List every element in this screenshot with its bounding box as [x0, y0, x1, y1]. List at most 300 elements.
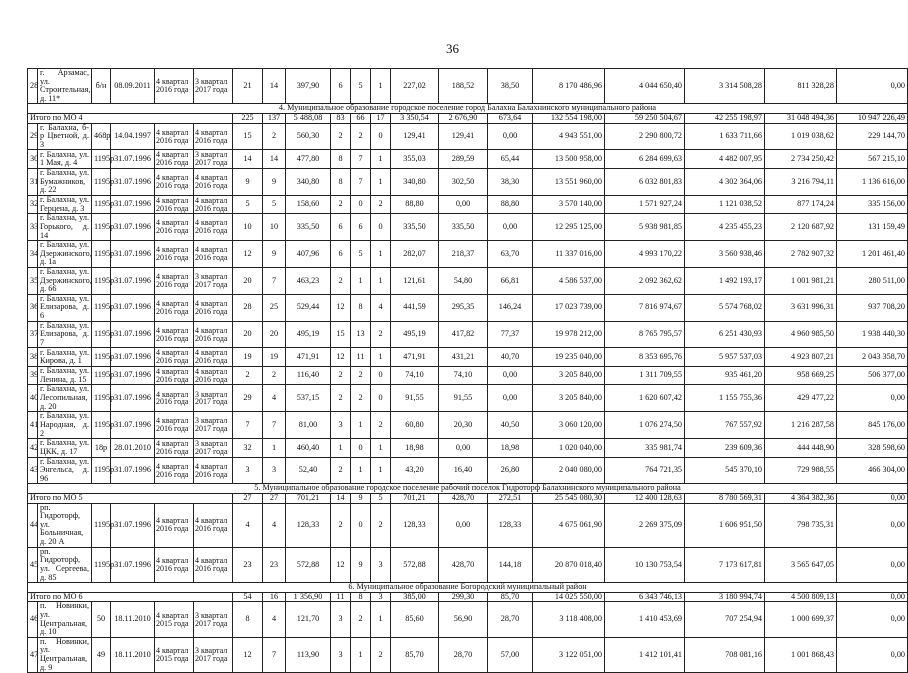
row-value: 8 [351, 294, 371, 321]
subtotal-value: 225 [233, 114, 263, 124]
house-address: г. Балахна, ул. Народная, д. 2 [38, 412, 92, 439]
row-value: 2 [351, 366, 371, 385]
row-value: 1 [351, 412, 371, 439]
row-value: 128,33 [286, 503, 331, 547]
row-value: 2 [331, 267, 351, 294]
row-value: 767 557,92 [685, 412, 765, 439]
row-value: 937 708,20 [837, 294, 908, 321]
document-date: 18.11.2010 [111, 602, 155, 637]
row-value: 11 [351, 348, 371, 367]
subtotal-value: 5 [371, 494, 391, 504]
row-value: 764 721,35 [605, 457, 685, 484]
house-address: г. Балахна, ул. 1 Мая, д. 4 [38, 150, 92, 169]
row-value: 1 [331, 439, 351, 458]
planned-end-quarter: 3 квартал 2017 года [194, 267, 233, 294]
row-value: 52,40 [286, 457, 331, 484]
planned-start-quarter: 4 квартал 2016 года [155, 123, 194, 150]
row-value: 12 [331, 348, 351, 367]
subtotal-value: 299,30 [439, 592, 488, 602]
row-value: 14 [233, 150, 263, 169]
planned-start-quarter: 4 квартал 2016 года [155, 168, 194, 195]
row-value: 431,21 [439, 348, 488, 367]
row-value: 1 201 461,40 [837, 241, 908, 268]
row-number: 46 [28, 602, 38, 637]
row-value: 0 [371, 385, 391, 412]
row-value: 335,50 [439, 214, 488, 241]
row-value: 8 [331, 150, 351, 169]
subtotal-label: Итого по МО 4 [28, 114, 233, 124]
subtotal-value: 0,00 [837, 592, 908, 602]
subtotal-value: 3 [371, 592, 391, 602]
row-value: 9 [351, 547, 371, 582]
subtotal-value: 12 400 128,63 [605, 494, 685, 504]
row-value: 91,55 [439, 385, 488, 412]
row-number: 47 [28, 637, 38, 672]
row-value: 1 633 711,66 [685, 123, 765, 150]
document-date: 31.07.1996 [111, 366, 155, 385]
row-value: 5 957 537,03 [685, 348, 765, 367]
row-value: 572,88 [286, 547, 331, 582]
house-address: г. Балахна, ул. Горького, д. 14 [38, 214, 92, 241]
row-value: 0,00 [837, 503, 908, 547]
subtotal-value: 6 343 746,13 [605, 592, 685, 602]
planned-start-quarter: 4 квартал 2015 года [155, 602, 194, 637]
row-value: 428,70 [439, 547, 488, 582]
row-value: 1 571 927,24 [605, 195, 685, 214]
document-date: 18.11.2010 [111, 637, 155, 672]
row-value: 17 023 739,00 [533, 294, 605, 321]
subtotal-value: 54 [233, 592, 263, 602]
document-date: 31.07.1996 [111, 294, 155, 321]
row-number: 39 [28, 366, 38, 385]
row-value: 537,15 [286, 385, 331, 412]
row-value: 3 205 840,00 [533, 366, 605, 385]
house-address: г. Балахна, ул. Герцена, д. 3 [38, 195, 92, 214]
row-value: 1 492 193,17 [685, 267, 765, 294]
document-date: 31.07.1996 [111, 267, 155, 294]
row-number: 31 [28, 168, 38, 195]
document-date: 31.07.1996 [111, 385, 155, 412]
row-value: 21 [233, 69, 263, 104]
row-value: 1 620 607,42 [605, 385, 685, 412]
subtotal-value: 137 [263, 114, 286, 124]
document-number: б/н [92, 69, 111, 104]
row-value: 2 290 800,72 [605, 123, 685, 150]
row-value: 129,41 [391, 123, 439, 150]
row-value: 3 118 408,00 [533, 602, 605, 637]
row-value: 0,00 [439, 439, 488, 458]
row-value: 935 461,20 [685, 366, 765, 385]
row-value: 466 304,00 [837, 457, 908, 484]
row-value: 6 [351, 214, 371, 241]
row-value: 7 [233, 412, 263, 439]
document-number: 1195р [92, 457, 111, 484]
document-date: 31.07.1996 [111, 168, 155, 195]
row-value: 335 981,74 [605, 439, 685, 458]
row-value: 7 [351, 168, 371, 195]
subtotal-value: 1 356,90 [286, 592, 331, 602]
row-value: 0 [371, 214, 391, 241]
document-number: 1195р [92, 547, 111, 582]
row-value: 40,70 [488, 348, 533, 367]
row-value: 29 [233, 385, 263, 412]
row-value: 3 314 508,28 [685, 69, 765, 104]
row-value: 4 302 364,06 [685, 168, 765, 195]
document-date: 31.07.1996 [111, 503, 155, 547]
subtotal-value: 385,00 [391, 592, 439, 602]
row-value: 0 [351, 503, 371, 547]
row-value: 0 [351, 195, 371, 214]
row-value: 3 631 996,31 [765, 294, 837, 321]
row-value: 289,59 [439, 150, 488, 169]
table-row [28, 214, 908, 241]
row-value: 16,40 [439, 457, 488, 484]
planned-end-quarter: 3 квартал 2017 года [194, 412, 233, 439]
row-value: 5 [233, 195, 263, 214]
row-value: 218,37 [439, 241, 488, 268]
row-value: 85,60 [391, 602, 439, 637]
section-title: 4. Муниципальное образование городское поселение город Балахна Балахнинского муниципального района [28, 104, 908, 114]
row-value: 43,20 [391, 457, 439, 484]
planned-end-quarter: 4 квартал 2016 года [194, 195, 233, 214]
row-value: 10 [263, 214, 286, 241]
row-value: 545 370,10 [685, 457, 765, 484]
subtotal-row [28, 494, 908, 504]
row-value: 4 675 061,90 [533, 503, 605, 547]
row-value: 18,98 [488, 439, 533, 458]
row-value: 0 [371, 123, 391, 150]
subtotal-value: 2 676,90 [439, 114, 488, 124]
resettlement-table [27, 68, 908, 673]
planned-start-quarter: 4 квартал 2016 года [155, 503, 194, 547]
document-number: 1195р [92, 412, 111, 439]
row-value: 85,70 [391, 637, 439, 672]
table-row [28, 385, 908, 412]
row-value: 1 216 287,58 [765, 412, 837, 439]
planned-end-quarter: 4 квартал 2016 года [194, 321, 233, 348]
row-value: 463,23 [286, 267, 331, 294]
planned-end-quarter: 3 квартал 2017 года [194, 439, 233, 458]
subtotal-value: 14 [331, 494, 351, 504]
row-value: 335 156,00 [837, 195, 908, 214]
row-value: 0,00 [439, 503, 488, 547]
row-value: 845 176,00 [837, 412, 908, 439]
row-value: 1 [371, 69, 391, 104]
row-value: 0,00 [488, 123, 533, 150]
row-value: 280 511,00 [837, 267, 908, 294]
row-value: 14 [263, 69, 286, 104]
table-row [28, 366, 908, 385]
row-value: 131 159,49 [837, 214, 908, 241]
table-body [28, 69, 908, 673]
subtotal-value: 701,21 [391, 494, 439, 504]
table-row [28, 412, 908, 439]
row-value: 1 [351, 267, 371, 294]
row-value: 2 040 080,00 [533, 457, 605, 484]
house-address: г. Балахна, ул. Елизарова, д. 7 [38, 321, 92, 348]
planned-start-quarter: 4 квартал 2016 года [155, 195, 194, 214]
row-value: 15 [233, 123, 263, 150]
document-number: 1195р [92, 348, 111, 367]
table-row [28, 267, 908, 294]
table-row [28, 123, 908, 150]
row-value: 121,70 [286, 602, 331, 637]
document-date: 31.07.1996 [111, 195, 155, 214]
house-address: г. Балахна, ул. Энгельса, д. 96 [38, 457, 92, 484]
row-value: 1 020 040,00 [533, 439, 605, 458]
row-value: 0,00 [837, 69, 908, 104]
row-value: 811 328,28 [765, 69, 837, 104]
row-value: 477,80 [286, 150, 331, 169]
row-value: 60,80 [391, 412, 439, 439]
row-value: 4 943 551,00 [533, 123, 605, 150]
planned-end-quarter: 4 квартал 2016 года [194, 294, 233, 321]
table-row [28, 69, 908, 104]
document-date: 08.09.2011 [111, 69, 155, 104]
row-value: 441,59 [391, 294, 439, 321]
row-number: 30 [28, 150, 38, 169]
row-number: 40 [28, 385, 38, 412]
row-value: 0,00 [488, 385, 533, 412]
row-value: 1 136 616,00 [837, 168, 908, 195]
row-value: 1 [263, 439, 286, 458]
row-value: 4 482 007,95 [685, 150, 765, 169]
row-value: 65,44 [488, 150, 533, 169]
subtotal-row [28, 592, 908, 602]
row-value: 5 574 768,02 [685, 294, 765, 321]
planned-start-quarter: 4 квартал 2016 года [155, 366, 194, 385]
row-value: 4 235 455,23 [685, 214, 765, 241]
row-value: 146,24 [488, 294, 533, 321]
row-value: 13 500 958,00 [533, 150, 605, 169]
row-value: 2 [351, 602, 371, 637]
house-address: г. Балахна, ул. ЦКК, д. 17 [38, 439, 92, 458]
row-value: 7 816 974,67 [605, 294, 685, 321]
table-row [28, 321, 908, 348]
row-number: 37 [28, 321, 38, 348]
row-value: 3 565 647,05 [765, 547, 837, 582]
row-value: 128,33 [488, 503, 533, 547]
row-value: 0,00 [837, 547, 908, 582]
row-value: 88,80 [391, 195, 439, 214]
row-value: 66,81 [488, 267, 533, 294]
house-address: г. Балахна, ул. Дзержинского, д. 66 [38, 267, 92, 294]
row-value: 5 [263, 195, 286, 214]
row-value: 18,98 [391, 439, 439, 458]
house-address: г. Балахна, б-р Цветной, д. 3 [38, 123, 92, 150]
row-value: 1 000 699,37 [765, 602, 837, 637]
row-value: 0 [351, 439, 371, 458]
row-value: 355,03 [391, 150, 439, 169]
row-value: 335,50 [391, 214, 439, 241]
row-value: 3 570 140,00 [533, 195, 605, 214]
row-value: 2 [371, 412, 391, 439]
row-value: 2 043 358,70 [837, 348, 908, 367]
row-value: 4 960 985,50 [765, 321, 837, 348]
subtotal-value: 4 500 809,13 [765, 592, 837, 602]
document-date: 31.07.1996 [111, 241, 155, 268]
row-value: 2 [263, 123, 286, 150]
row-value: 3 [331, 412, 351, 439]
planned-start-quarter: 4 квартал 2016 года [155, 439, 194, 458]
row-value: 19 235 040,00 [533, 348, 605, 367]
document-date: 28.01.2010 [111, 439, 155, 458]
row-value: 4 [263, 385, 286, 412]
row-value: 9 [263, 168, 286, 195]
row-value: 707 254,94 [685, 602, 765, 637]
row-number: 41 [28, 412, 38, 439]
subtotal-value: 17 [371, 114, 391, 124]
row-value: 28,70 [439, 637, 488, 672]
row-value: 572,88 [391, 547, 439, 582]
row-value: 2 [331, 503, 351, 547]
row-value: 63,70 [488, 241, 533, 268]
row-value: 40,50 [488, 412, 533, 439]
planned-end-quarter: 4 квартал 2016 года [194, 123, 233, 150]
row-value: 2 [331, 195, 351, 214]
row-value: 4 993 170,22 [605, 241, 685, 268]
table-row [28, 547, 908, 582]
row-value: 12 [233, 241, 263, 268]
row-value: 1 001 981,21 [765, 267, 837, 294]
row-value: 958 669,25 [765, 366, 837, 385]
document-date: 31.07.1996 [111, 150, 155, 169]
house-address: г. Балахна, ул. Кирова, д. 1 [38, 348, 92, 367]
row-value: 7 [263, 637, 286, 672]
document-date: 31.07.1996 [111, 412, 155, 439]
row-value: 74,10 [439, 366, 488, 385]
row-value: 23 [233, 547, 263, 582]
row-value: 2 [371, 637, 391, 672]
subtotal-value: 272,51 [488, 494, 533, 504]
row-value: 407,96 [286, 241, 331, 268]
house-address: г. Арзамас, ул. Строительная, д. 11* [38, 69, 92, 104]
document-number: 50 [92, 602, 111, 637]
row-number: 28 [28, 69, 38, 104]
table-row [28, 195, 908, 214]
row-value: 1 [371, 348, 391, 367]
subtotal-value: 701,21 [286, 494, 331, 504]
row-value: 28 [233, 294, 263, 321]
table-row [28, 602, 908, 637]
row-value: 28,70 [488, 602, 533, 637]
row-value: 9 [233, 168, 263, 195]
row-value: 239 609,36 [685, 439, 765, 458]
row-value: 4 [233, 503, 263, 547]
subtotal-value: 0,00 [837, 494, 908, 504]
row-number: 34 [28, 241, 38, 268]
row-value: 2 [331, 385, 351, 412]
subtotal-value: 83 [331, 114, 351, 124]
row-value: 3 560 938,46 [685, 241, 765, 268]
planned-end-quarter: 4 квартал 2016 года [194, 214, 233, 241]
row-value: 1 001 868,43 [765, 637, 837, 672]
section-title: 5. Муниципальное образование городское поселение рабочий поселок Гидроторф Балахнинского муниципального района [28, 484, 908, 494]
planned-start-quarter: 4 квартал 2015 года [155, 637, 194, 672]
row-value: 7 [351, 150, 371, 169]
document-date: 31.07.1996 [111, 321, 155, 348]
row-value: 1 [371, 267, 391, 294]
row-value: 5 938 981,85 [605, 214, 685, 241]
row-value: 506 377,00 [837, 366, 908, 385]
row-value: 229 144,70 [837, 123, 908, 150]
row-value: 4 586 537,00 [533, 267, 605, 294]
house-address: п. Новинки, ул. Центральная, д. 9 [38, 637, 92, 672]
planned-start-quarter: 4 квартал 2016 года [155, 385, 194, 412]
planned-end-quarter: 3 квартал 2017 года [194, 150, 233, 169]
table-row [28, 503, 908, 547]
document-date: 14.04.1997 [111, 123, 155, 150]
document-number: 1195р [92, 294, 111, 321]
subtotal-value: 8 780 569,31 [685, 494, 765, 504]
row-value: 2 [263, 366, 286, 385]
row-value: 20 [263, 321, 286, 348]
row-value: 5 [351, 241, 371, 268]
row-value: 20,30 [439, 412, 488, 439]
row-value: 7 [263, 412, 286, 439]
row-number: 44 [28, 503, 38, 547]
row-value: 144,18 [488, 547, 533, 582]
document-number: 1195р [92, 321, 111, 348]
section-header-row [28, 583, 908, 593]
planned-end-quarter: 3 квартал 2017 года [194, 637, 233, 672]
row-value: 2 [331, 457, 351, 484]
row-value: 877 174,24 [765, 195, 837, 214]
row-value: 54,80 [439, 267, 488, 294]
row-value: 32 [233, 439, 263, 458]
subtotal-value: 66 [351, 114, 371, 124]
row-value: 3 060 120,00 [533, 412, 605, 439]
planned-start-quarter: 4 квартал 2016 года [155, 321, 194, 348]
row-value: 15 [331, 321, 351, 348]
row-value: 0,00 [837, 602, 908, 637]
row-value: 10 [233, 214, 263, 241]
document-number: 1195р [92, 150, 111, 169]
subtotal-value: 59 250 504,67 [605, 114, 685, 124]
planned-end-quarter: 3 квартал 2017 года [194, 385, 233, 412]
subtotal-value: 9 [351, 494, 371, 504]
row-value: 5 [351, 69, 371, 104]
row-number: 33 [28, 214, 38, 241]
row-value: 295,35 [439, 294, 488, 321]
row-value: 460,40 [286, 439, 331, 458]
row-number: 42 [28, 439, 38, 458]
table-row [28, 150, 908, 169]
row-value: 4 044 650,40 [605, 69, 685, 104]
table-row [28, 439, 908, 458]
row-value: 12 [331, 294, 351, 321]
document-date: 31.07.1996 [111, 348, 155, 367]
row-value: 6 [331, 241, 351, 268]
planned-start-quarter: 4 квартал 2016 года [155, 150, 194, 169]
subtotal-value: 42 255 198,97 [685, 114, 765, 124]
row-value: 3 [263, 457, 286, 484]
row-value: 77,37 [488, 321, 533, 348]
row-value: 282,07 [391, 241, 439, 268]
planned-end-quarter: 4 квартал 2016 года [194, 168, 233, 195]
row-value: 158,60 [286, 195, 331, 214]
row-value: 4 [263, 602, 286, 637]
row-value: 1 412 101,41 [605, 637, 685, 672]
table-row [28, 348, 908, 367]
planned-end-quarter: 4 квартал 2016 года [194, 366, 233, 385]
row-value: 19 [263, 348, 286, 367]
row-value: 495,19 [286, 321, 331, 348]
row-value: 91,55 [391, 385, 439, 412]
document-number: 468р [92, 123, 111, 150]
row-value: 12 295 125,00 [533, 214, 605, 241]
row-value: 57,00 [488, 637, 533, 672]
